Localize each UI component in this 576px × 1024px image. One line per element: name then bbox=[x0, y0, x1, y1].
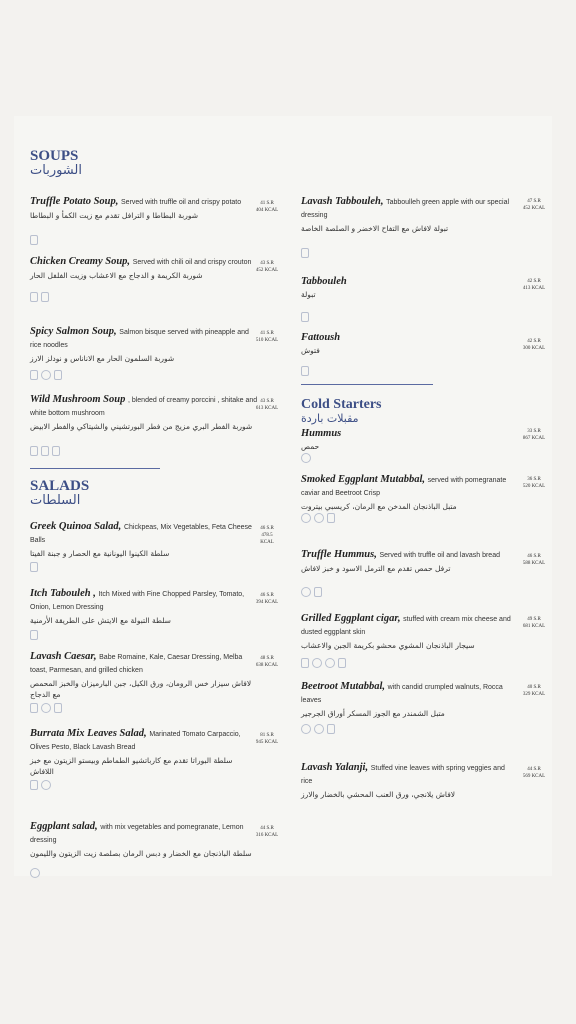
celery-icon bbox=[52, 446, 60, 456]
nut-icon bbox=[325, 658, 335, 668]
item-desc: Served with truffle oil and crispy potato bbox=[121, 199, 242, 206]
allergen-icons bbox=[30, 446, 60, 456]
item-desc-ar: تبولة لافاش مع التفاح الاخضر و الصلصة الخاصة bbox=[301, 224, 449, 233]
item-price: 43 S.R 452 KCAL bbox=[255, 261, 279, 273]
item-desc-ar: شوربة الكريمة و الدجاج مع الاعشاب وزيت الفلفل الحار bbox=[30, 271, 203, 280]
item-desc: , blended of creamy porccini , shitake and white bottom mushroom bbox=[30, 397, 258, 417]
menu-item bbox=[301, 276, 516, 300]
item-name: Lavash Tabbouleh, bbox=[301, 196, 384, 207]
menu-item bbox=[301, 613, 516, 651]
item-price: 36 S.R 520 KCAL bbox=[522, 477, 546, 489]
sesame-icon bbox=[312, 658, 322, 668]
nut-icon bbox=[314, 513, 324, 523]
wheat-icon bbox=[30, 780, 38, 790]
allergen-icons bbox=[301, 658, 346, 668]
allergen-icons bbox=[301, 724, 335, 734]
sesame-icon bbox=[30, 868, 40, 878]
item-desc-ar: حمص bbox=[301, 442, 320, 451]
item-price: 44 S.R 569 KCAL bbox=[522, 767, 546, 779]
item-desc: Salmon bisque served with pineapple and rice noodles bbox=[30, 329, 249, 349]
item-name: Smoked Eggplant Mutabbal, bbox=[301, 474, 425, 485]
item-name: Grilled Eggplant cigar, bbox=[301, 613, 401, 624]
wheat-icon bbox=[30, 235, 38, 245]
allergen-icons bbox=[301, 366, 309, 376]
item-desc-ar: فتوش bbox=[301, 346, 320, 355]
item-name: Fattoush bbox=[301, 332, 341, 343]
menu-item bbox=[30, 588, 252, 626]
milk-icon bbox=[41, 446, 49, 456]
menu-item bbox=[301, 762, 516, 800]
item-name: Truffle Potato Soup, bbox=[30, 196, 119, 207]
item-name: Tabbouleh bbox=[301, 276, 347, 287]
allergen-icons bbox=[30, 562, 38, 572]
item-desc-ar: شوربة الفطر البري مزيج من فطر البورتشيني والشيتاكي والفطر الابيض bbox=[30, 422, 253, 431]
milk-icon bbox=[30, 562, 38, 572]
item-desc: stuffed with cream mix cheese and dusted eggplant skin bbox=[301, 616, 511, 636]
wheat-icon bbox=[301, 312, 309, 322]
cold-starters-title: Cold Starters bbox=[301, 397, 382, 412]
item-desc: Marinated Tomato Carpaccio, Olives Pesto, Black Lavash Bread bbox=[30, 731, 241, 751]
wheat-icon bbox=[30, 446, 38, 456]
menu-item bbox=[301, 549, 516, 574]
item-price: 42 S.R 300 KCAL bbox=[522, 339, 546, 351]
allergen-icons bbox=[30, 868, 40, 878]
item-desc-ar: متبل الباذنجان المدخن مع الرمان، كريسبي بيتروت bbox=[301, 502, 457, 511]
allergen-icons bbox=[30, 780, 51, 790]
sesame-icon bbox=[301, 724, 311, 734]
item-desc: Babe Romaine, Kale, Caesar Dressing, Melba toast, Parmesan, and grilled chicken bbox=[30, 654, 243, 674]
item-desc: Served with chili oil and crispy crouton bbox=[132, 259, 252, 266]
item-price: 46 S.R 478.5 KCAL bbox=[260, 526, 274, 545]
allergen-icons bbox=[30, 370, 62, 380]
allergen-icons bbox=[301, 248, 309, 258]
item-desc-ar: سيجار الباذنجان المشوي محشو بكريمة الجبن والاعشاب bbox=[301, 641, 475, 650]
item-name: Truffle Hummus, bbox=[301, 549, 377, 560]
item-desc-ar: لافاش سيزار خس الرومان، ورق الكيل، جبن البارميزان والخبز المحمص مع الدجاج bbox=[30, 679, 252, 699]
milk-icon bbox=[30, 370, 38, 380]
item-desc-ar: سلطة البوراتا تقدم مع كارباتشيو الطماطم وبيستو الزيتون مع خبز اللافاش bbox=[30, 756, 233, 776]
soups-title: SOUPS bbox=[30, 148, 79, 164]
item-price: 41 S.R 404 KCAL bbox=[255, 201, 279, 213]
sesame-icon bbox=[301, 513, 311, 523]
item-desc: with candid crumpled walnuts, Rocca leaves bbox=[301, 684, 503, 704]
menu-item bbox=[30, 521, 252, 559]
item-price: 44 S.R 316 KCAL bbox=[255, 826, 279, 838]
milk-icon bbox=[54, 703, 62, 713]
menu-page bbox=[14, 116, 552, 876]
item-price: 49 S.R 681 KCAL bbox=[522, 617, 546, 629]
allergen-icons bbox=[30, 630, 38, 640]
sesame-icon bbox=[301, 453, 311, 463]
item-name: Chicken Creamy Soup, bbox=[30, 256, 131, 267]
cold-starters-title-ar: مقبلات باردة bbox=[301, 412, 359, 425]
section-divider bbox=[301, 384, 433, 385]
wheat-icon bbox=[314, 587, 322, 597]
menu-item bbox=[30, 651, 252, 700]
menu-item bbox=[30, 821, 252, 859]
item-desc-ar: لافاش يلانجي، ورق العنب المحشي بالخضار والارز bbox=[301, 790, 456, 799]
allergen-icons bbox=[301, 513, 335, 523]
menu-item bbox=[301, 681, 516, 719]
item-name: Spicy Salmon Soup, bbox=[30, 326, 117, 337]
item-name: Beetroot Mutabbal, bbox=[301, 681, 386, 692]
item-price: 42 S.R 413 KCAL bbox=[522, 279, 546, 291]
soups-title-ar: الشوربات bbox=[30, 163, 82, 178]
allergen-icons bbox=[30, 703, 62, 713]
item-price: 41 S.R 510 KCAL bbox=[255, 331, 279, 343]
fish-icon bbox=[41, 370, 51, 380]
item-desc: with mix vegetables and pomegranate, Lemon dressing bbox=[30, 824, 244, 844]
menu-item bbox=[30, 728, 252, 777]
item-name: Lavash Yalanji, bbox=[301, 762, 369, 773]
item-desc: served with pomegranate caviar and Beetroot Crisp bbox=[301, 477, 507, 497]
wheat-icon bbox=[41, 292, 49, 302]
item-desc-ar: ترفل حمص تقدم مع الترمل الاسود و خبز لافاش bbox=[301, 564, 451, 573]
item-desc-ar: تبولة bbox=[301, 290, 316, 299]
item-price: 48 S.R 638 KCAL bbox=[255, 656, 279, 668]
allergen-icons bbox=[301, 453, 311, 463]
wheat-icon bbox=[30, 703, 38, 713]
milk-icon bbox=[30, 292, 38, 302]
milk-icon bbox=[338, 658, 346, 668]
menu-item bbox=[301, 474, 516, 512]
wheat-icon bbox=[301, 658, 309, 668]
menu-item bbox=[30, 196, 252, 221]
item-desc: Tabboulleh green apple with our special dressing bbox=[301, 199, 510, 219]
sesame-icon bbox=[301, 587, 311, 597]
item-price: 33 S.R 867 KCAL bbox=[522, 429, 546, 441]
egg-icon bbox=[41, 703, 51, 713]
item-desc: Stuffed vine leaves with spring veggies and rice bbox=[301, 765, 505, 785]
item-desc-ar: سلطة الكينوا اليونانية مع الحصار و جبنة الفيتا bbox=[30, 549, 170, 558]
salads-title: SALADS bbox=[30, 478, 90, 494]
menu-item bbox=[301, 332, 516, 356]
item-price: 46 S.R 588 KCAL bbox=[522, 554, 546, 566]
item-name: Wild Mushroom Soup bbox=[30, 394, 126, 405]
menu-item bbox=[301, 428, 516, 452]
nut-icon bbox=[314, 724, 324, 734]
item-price: 81 S.R 945 KCAL bbox=[255, 733, 279, 745]
item-name: Itch Tabouleh , bbox=[30, 588, 96, 599]
menu-item bbox=[30, 394, 260, 432]
wheat-icon bbox=[301, 366, 309, 376]
milk-icon bbox=[327, 513, 335, 523]
item-desc-ar: سلطة الباذنجان مع الخضار و دبس الرمان بصلصة زيت الزيتون والليمون bbox=[30, 849, 252, 858]
menu-item bbox=[30, 256, 252, 281]
item-name: Lavash Caesar, bbox=[30, 651, 97, 662]
allergen-icons bbox=[301, 312, 309, 322]
item-name: Eggplant salad, bbox=[30, 821, 98, 832]
item-price: 43 S.R 613 KCAL bbox=[255, 399, 279, 411]
item-desc-ar: متبل الشمندر مع الجوز المسكر أوراق الجرجير bbox=[301, 709, 445, 718]
menu-item bbox=[30, 326, 252, 364]
item-name: Burrata Mix Leaves Salad, bbox=[30, 728, 147, 739]
allergen-icons bbox=[30, 235, 38, 245]
wheat-icon bbox=[30, 630, 38, 640]
item-name: Hummus bbox=[301, 428, 342, 439]
item-desc: Served with truffle oil and lavash bread bbox=[379, 552, 500, 559]
item-desc: Chickpeas, Mix Vegetables, Feta Cheese Balls bbox=[30, 524, 252, 544]
item-desc-ar: شوربة البطاطا و الترافل تقدم مع زيت الكمأ و البطاطا bbox=[30, 211, 199, 220]
wheat-icon bbox=[301, 248, 309, 258]
item-price: 47 S.R 452 KCAL bbox=[522, 199, 546, 211]
nut-icon bbox=[41, 780, 51, 790]
allergen-icons bbox=[301, 587, 322, 597]
allergen-icons bbox=[30, 292, 49, 302]
item-desc-ar: شوربة السلمون الحار مع الاناناس و نودلز الارز bbox=[30, 354, 175, 363]
item-price: 46 S.R 394 KCAL bbox=[255, 593, 279, 605]
salads-title-ar: السلطات bbox=[30, 493, 81, 508]
section-divider bbox=[30, 468, 160, 469]
item-name: Greek Quinoa Salad, bbox=[30, 521, 122, 532]
item-desc: Itch Mixed with Fine Chopped Parsley, Tomato, Onion, Lemon Dressing bbox=[30, 591, 245, 611]
item-desc-ar: سلطة التبولة مع الايتش على الطريقة الأرمنية bbox=[30, 616, 171, 625]
menu-item bbox=[301, 196, 516, 234]
milk-icon bbox=[327, 724, 335, 734]
wheat-icon bbox=[54, 370, 62, 380]
item-price: 40 S.R 329 KCAL bbox=[522, 685, 546, 697]
